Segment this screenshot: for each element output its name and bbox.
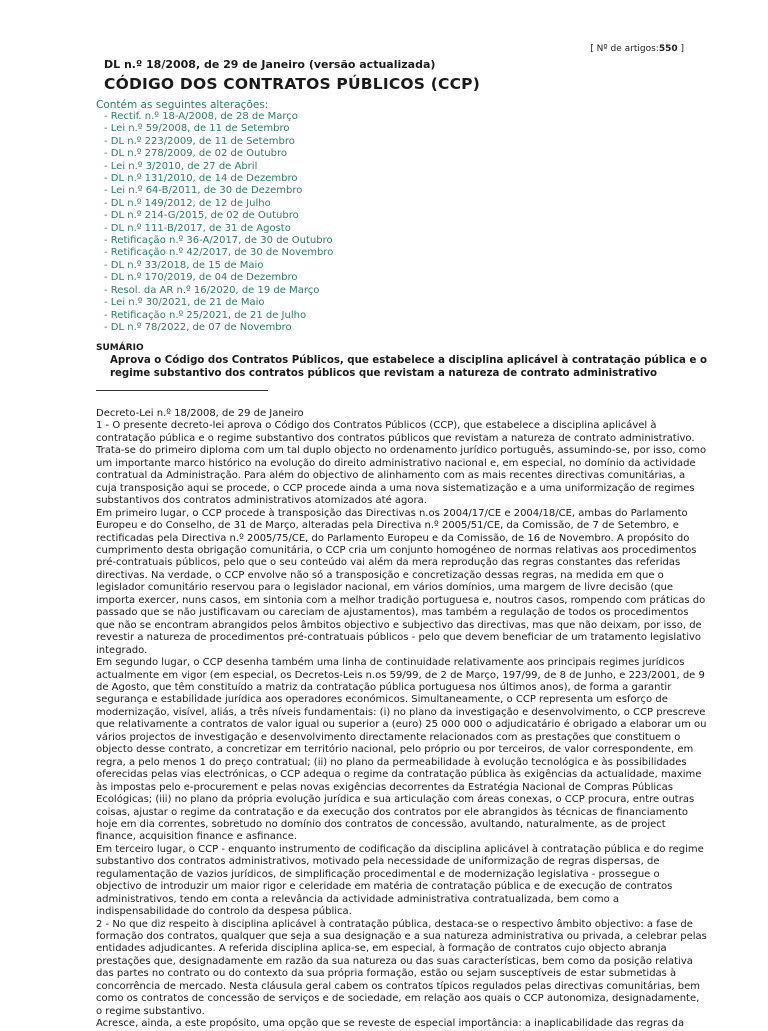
article-count xyxy=(590,44,684,54)
changes-label[interactable]: Contém as seguintes alterações: xyxy=(96,99,269,111)
change-link-item[interactable]: - Resol. da AR n.º 16/2020, de 19 de Março xyxy=(104,284,320,296)
preamble-body xyxy=(96,408,708,1031)
change-link-item[interactable]: - DL n.º 278/2009, de 02 de Outubro xyxy=(104,148,287,160)
change-link-item[interactable]: - DL n.º 223/2009, de 11 de Setembro xyxy=(104,135,295,147)
change-link-item[interactable]: - DL n.º 33/2018, de 15 de Maio xyxy=(104,259,264,271)
change-link-item[interactable]: - Lei n.º 59/2008, de 11 de Setembro xyxy=(104,123,290,135)
summary-heading: SUMÁRIO xyxy=(96,343,144,353)
body-paragraph: Em terceiro lugar, o CCP - enquanto instrumento de codificação da disciplina aplicável à contratação pública e do regime substantivo dos contratos administrativos, motivado pela necessidade de uniformização de regras dispersas, de regulamentação de vazios jurídicos, de simplificação procedimental e de modernização legislativa - prossegue o objectivo de introduzir um maior rigor e celeridade em matéria de contratação pública e de execução de contratos administrativos, tendo em conta a relevância da actividade administrativa contratualizada, bem como a indispensabilidade do controlo da despesa pública. xyxy=(96,843,704,918)
change-link-item[interactable]: - DL n.º 111-B/2017, de 31 de Agosto xyxy=(104,222,291,234)
summary-text: Aprova o Código dos Contratos Públicos, que estabelece a disciplina aplicável à contratação pública e o regime substantivo dos contratos públicos que revistam a natureza de contrato administrativo xyxy=(110,355,707,379)
document-header xyxy=(96,58,708,334)
summary-block xyxy=(96,343,708,380)
body-paragraph: Em segundo lugar, o CCP desenha também uma linha de continuidade relativamente aos principais regimes jurídicos actualmente em vigor (em especial, os Decretos-Leis n.os 59/99, de 2 de Março, 197/99, de 8 de Junho, e 223/2001, de 9 de Agosto, que têm constituído a matriz da contratação pública portuguesa nos últimos anos), de forma a garantir segurança e estabilidade jurídica aos operadores económicos. Simultaneamente, o CCP representa um esforço de modernização, visível, aliás, a três níveis fundamentais: (i) no plano da investigação e desenvolvimento, o CCP prescreve que relativamente a contratos de valor igual ou superior a (euro) 25 000 000 o adjudicatário é obrigado a elaborar um ou vários projectos de investigação e desenvolvimento directamente relacionados com as prestações que constituem o objecto desse contrato, a concretizar em território nacional, pelo próprio ou por terceiros, de valor correspondente, em regra, a pelo menos 1 do preço contratual; (ii) no plano da permeabilidade à evolução tecnológica e às possibilidades oferecidas pelas vias electrónicas, o CCP adequa o regime da contratação pública às exigências da actualidade, maxime às impostas pelo e-procurement e pelas novas exigências decorrentes da Estratégia Nacional de Compras Públicas Ecológicas; (iii) no plano da própria evolução jurídica e sua articulação com áreas conexas, o CCP procura, entre outras coisas, ajustar o regime da contratação e da execução dos contratos por ele abrangidos às técnicas de financiamento hoje em dia correntes, sobretudo no domínio dos contratos de concessão, avultando, naturalmente, as de project finance, acquisition finance e asfinance. xyxy=(96,657,707,843)
change-link-item[interactable]: - Retificação n.º 36-A/2017, de 30 de Outubro xyxy=(104,235,333,247)
body-paragraph: Decreto-Lei n.º 18/2008, de 29 de Janeiro xyxy=(96,408,304,419)
code-title: CÓDIGO DOS CONTRATOS PÚBLICOS (CCP) xyxy=(104,75,481,93)
body-paragraph: Trata-se do primeiro diploma com um tal duplo objecto no ordenamento jurídico português, assumindo-se, por isso, como um importante marco histórico na evolução do direito administrativo nacional e, em especial, no domínio da actividade contratual da Administração. Para além do objectivo de alinhamento com as mais recentes directivas comunitárias, a cuja transposição aqui se procede, o CCP procede ainda a uma nova sistematização e a uma uniformização de regimes substantivos dos contratos administrativos atomizados até agora. xyxy=(96,445,707,507)
article-count-value: 550 xyxy=(658,44,678,54)
change-link-item[interactable]: - DL n.º 149/2012, de 12 de Julho xyxy=(104,197,271,209)
body-paragraph: 2 - No que diz respeito à disciplina aplicável à contratação pública, destaca-se o respectivo âmbito objectivo: a fase de formação dos contratos, qualquer que seja a sua designação e a sua natureza administrativa ou privada, a celebrar pelas entidades adjudicantes. A referida disciplina aplica-se, em especial, à formação de contratos cujo objecto abranja prestações que, designadamente em razão da sua natureza ou das suas características, bem como da posição relativa das partes no contrato ou do contexto da sua própria formação, estão ou sejam susceptíveis de estar submetidas à concorrência de mercado. Nesta cláusula geral cabem os contratos típicos regulados pelas directivas comunitárias, bem como os contratos de concessão de serviços e de sociedade, em relação aos quais o CCP autonomiza, designadamente, o regime substantivo. xyxy=(96,918,707,1017)
change-link-item[interactable]: - Lei n.º 3/2010, de 27 de Abril xyxy=(104,160,258,172)
change-link-item[interactable]: - DL n.º 214-G/2015, de 02 de Outubro xyxy=(104,210,299,222)
change-link-item[interactable]: - Retificação n.º 42/2017, de 30 de Novembro xyxy=(104,247,334,259)
change-link-item[interactable]: - Lei n.º 30/2021, de 21 de Maio xyxy=(104,297,265,309)
divider xyxy=(96,390,268,391)
change-link-item[interactable]: - DL n.º 170/2019, de 04 de Dezembro xyxy=(104,272,298,284)
change-link-item[interactable]: - DL n.º 78/2022, de 07 de Novembro xyxy=(104,321,292,333)
article-count-close: ] xyxy=(677,44,684,54)
change-link-item[interactable]: - Rectif. n.º 18-A/2008, de 28 de Março xyxy=(104,111,298,122)
body-paragraph: Acresce, ainda, a este propósito, uma opção que se reveste de especial importância: a inaplicabilidade das regras da xyxy=(96,1018,685,1030)
change-link-item[interactable]: - DL n.º 131/2010, de 14 de Dezembro xyxy=(104,173,298,185)
article-count-label: [ Nº de artigos: xyxy=(590,44,659,54)
change-link-item[interactable]: - Lei n.º 64-B/2011, de 30 de Dezembro xyxy=(104,185,303,197)
change-link-item[interactable]: - Retificação n.º 25/2021, de 21 de Julho xyxy=(104,309,307,321)
body-paragraph: Em primeiro lugar, o CCP procede à transposição das Directivas n.os 2004/17/CE e 2004/18/CE, ambas do Parlamento Europeu e do Conselho, de 31 de Março, alteradas pela Directiva n.º 2005/51/CE, da Comissão, de 7 de Setembro, e rectificadas pela Directiva n.º 2005/75/CE, do Parlamento Europeu e da Comissão, de 16 de Novembro. A propósito do cumprimento desta obrigação comunitária, o CCP cria um conjunto homogéneo de normas relativas aos procedimentos pré-contratuais públicos, pelo que o seu conteúdo vai além da mera reprodução das regras constantes das referidas directivas. Na verdade, o CCP envolve não só a transposição e concretização dessas regras, na medida em que o legislador comunitário reservou para o legislador nacional, em vários domínios, uma margem de livre decisão (que importa exercer, nuns casos, em sintonia com a melhor tradição portuguesa e, noutros casos, rompendo com práticas do passado que se não justificavam ou careciam de ajustamentos), mas também a regulação de todos os procedimentos que não se encontram abrangidos pelos âmbitos objectivo e subjectivo das directivas, mas que não deixam, por isso, de revestir a natureza de procedimentos pré-contratuais públicos - pelo que devem beneficiar de um tratamento legislativo integrado. xyxy=(96,507,706,656)
body-paragraph: 1 - O presente decreto-lei aprova o Código dos Contratos Públicos (CCP), que estabelece a disciplina aplicável à contratação pública e o regime substantivo dos contratos públicos que revistam a natureza de contrato administrativo. xyxy=(96,420,695,444)
decree-title: DL n.º 18/2008, de 29 de Janeiro (versão actualizada) xyxy=(104,58,436,71)
changes-list xyxy=(104,111,708,334)
